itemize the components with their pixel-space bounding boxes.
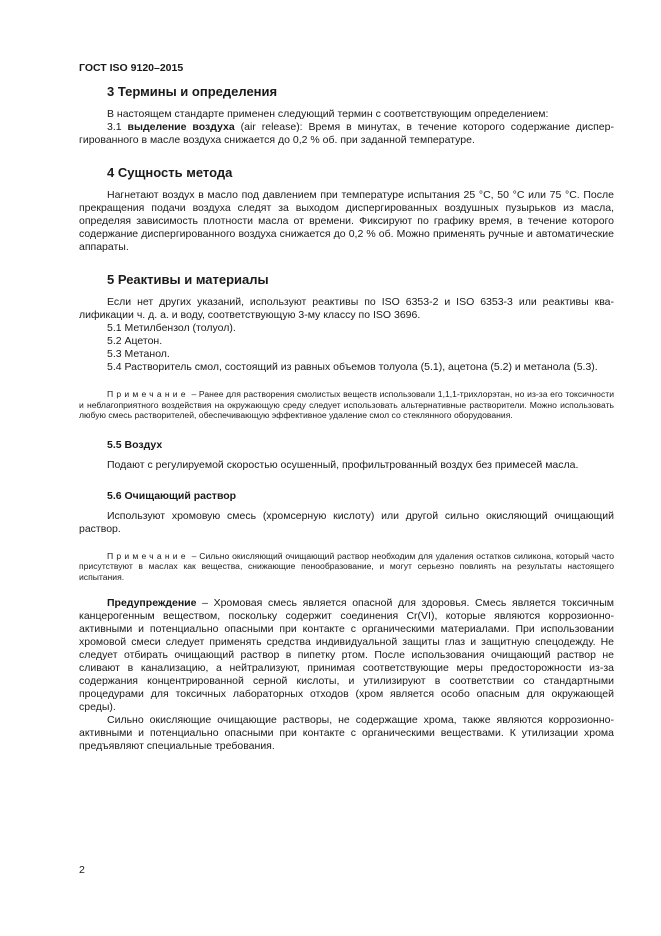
warning-text: – Хромовая смесь является опасной для здоровья. Смесь является токсичным канцерогенным веществом, поскольку содержит соединения Cr(VI), которые являются коррозионно-активными и потенциально опасными при контакте с органическими материалами. При использовании хромовой смеси следует применять средства индивидуальной защиты глаз и защитную спецодежду. Не следует отбирать очищающий раствор в пипетку ртом. После использования очищающий раствор не сливают в канализацию, а нейтрализуют, принимая соответствующие меры предосторожности из-за содержания концентрированной серной кислоты, и утилизируют в соответствии со стандартными процедурами для токсичных лабораторных отходов (хром является особо опасным для окружающей среды). <box>79 597 614 713</box>
section-4-text: Нагнетают воздух в масло под давлением при температуре испытания 25 °С, 50 °С или 75 °С. После прекращения подачи воздуха следят за выходом диспергированных воздушных пузырьков из масла, определяя зависимость плотности масла от времени. Фиксируют по графику время, в течение которого содержание диспергированного воздуха снижается до 0,2 % об. Можно применять ручные и автоматические аппараты. <box>79 189 614 253</box>
page-number: 2 <box>79 864 85 876</box>
section-5-intro: Если нет других указаний, используют реактивы по ISO 6353-2 и ISO 6353-3 или реактивы квалификации ч. д. а. и воду, соответствующую 3-му классу по ISO 3696. <box>79 296 614 321</box>
section-5-6-title: 5.6 Очищающий раствор <box>107 489 237 502</box>
note-label: Примечание <box>107 389 189 399</box>
term-number: 3.1 <box>107 121 128 133</box>
standard-header: ГОСТ ISO 9120–2015 <box>79 62 184 74</box>
section-3-title: 3 Термины и определения <box>107 84 278 99</box>
term-name: выделение воздуха <box>127 121 235 133</box>
reagent-item: 5.2 Ацетон. <box>107 335 163 347</box>
section-5-note <box>79 389 614 421</box>
final-paragraph: Сильно окисляющие очищающие растворы, не содержащие хрома, также являются коррозионно-активными и потенциально опасными при контакте с органическими веществами. К утилизации хрома предъявляют специальные требования. <box>79 714 614 752</box>
section-5-5-title: 5.5 Воздух <box>107 438 163 451</box>
section-5-6-text: Используют хромовую смесь (хромсерную кислоту) или другой сильно окисляющий очищающий раствор. <box>79 509 614 535</box>
note-label: Примечание <box>107 550 189 561</box>
reagent-item: 5.3 Метанол. <box>107 348 170 360</box>
section-3-intro: В настоящем стандарте применен следующий термин с соответствующим определением: <box>107 108 549 120</box>
note-text: – Сильно окисляющий очищающий раствор необходим для удаления остатков силикона, который часто присутствуют в маслах как вещества, снижающие пенообразование, и могут серьезно повлиять на результаты настоящего испытания. <box>79 550 614 582</box>
reagent-item: 5.1 Метилбензол (толуол). <box>107 322 236 334</box>
page-content <box>79 84 614 753</box>
note-text: – Ранее для растворения смолистых веществ использовали 1,1,1-трихлорэтан, но из-за его токсичности и неблагоприятного воздействия на окружающую среду следует использовать альтернативные растворители. Можно использовать любую смесь растворителей, обеспечивающую эффективное удаление смол со стеклянного оборудования. <box>79 389 614 420</box>
section-5-6-note <box>79 551 614 583</box>
term-text: (air release): Время в минутах, в течение которого содержание диспергированного в масле воздуха снижается до 0,2 % об. при заданной температуре. <box>79 121 614 146</box>
section-5-5-text: Подают с регулируемой скоростью осушенный, профильтрованный воздух без примесей масла. <box>107 458 579 471</box>
term-definition <box>79 121 614 147</box>
warning-paragraph <box>79 597 614 714</box>
section-4-title: 4 Сущность метода <box>107 165 233 180</box>
reagent-item: 5.4 Растворитель смол, состоящий из равных объемов толуола (5.1), ацетона (5.2) и метанола (5.3). <box>107 361 598 373</box>
section-5-title: 5 Реактивы и материалы <box>107 272 269 287</box>
warning-label: Предупреждение <box>107 597 197 609</box>
